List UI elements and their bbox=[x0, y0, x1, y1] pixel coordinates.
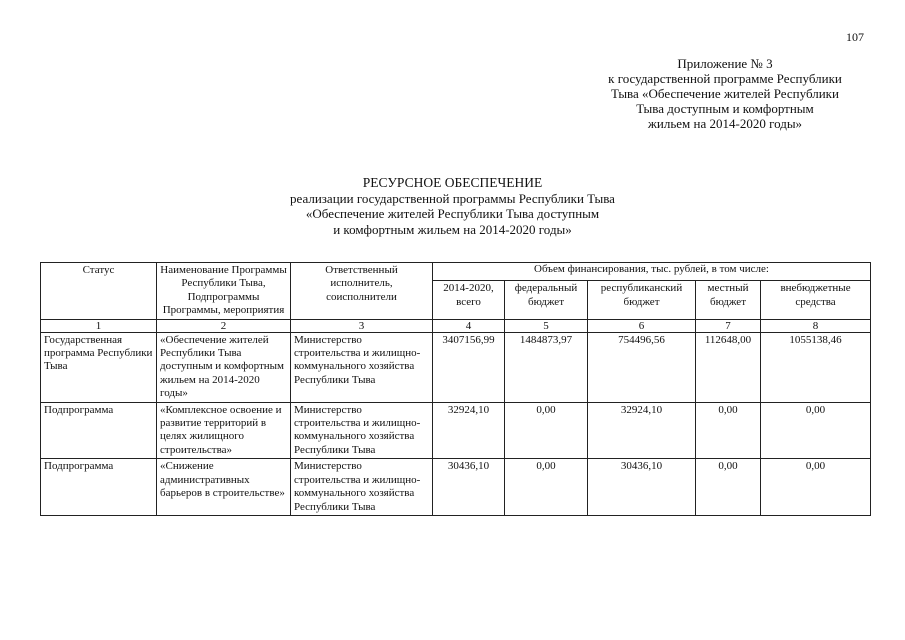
row-local: 0,00 bbox=[696, 459, 761, 516]
header-financing: Объем финансирования, тыс. рублей, в том числе: bbox=[433, 263, 871, 281]
row-local: 0,00 bbox=[696, 402, 761, 459]
row-federal: 1484873,97 bbox=[505, 332, 588, 402]
row-local: 112648,00 bbox=[696, 332, 761, 402]
column-number: 6 bbox=[588, 319, 696, 332]
column-number: 5 bbox=[505, 319, 588, 332]
appendix-note bbox=[540, 56, 905, 131]
header-local: местный бюджет bbox=[696, 281, 761, 319]
appendix-line: Приложение № 3 bbox=[677, 56, 773, 71]
title-line: реализации государственной программы Республики Тыва bbox=[290, 190, 615, 206]
page-number: 107 bbox=[846, 30, 864, 44]
column-number: 2 bbox=[157, 319, 291, 332]
appendix-line: к государственной программе Республики bbox=[608, 71, 842, 86]
row-name: «Комплексное освоение и развитие территорий в целях жилищного строительства» bbox=[157, 402, 291, 459]
header-row bbox=[41, 263, 871, 281]
header-responsible: Ответственный исполнитель, соисполнители bbox=[291, 263, 433, 320]
row-republic: 32924,10 bbox=[588, 402, 696, 459]
table-row bbox=[41, 459, 871, 516]
header-total: 2014-2020, всего bbox=[433, 281, 505, 319]
header-federal: федеральный бюджет bbox=[505, 281, 588, 319]
appendix-line: Тыва доступным и комфортным bbox=[636, 101, 814, 116]
title-line: «Обеспечение жителей Республики Тыва доступным bbox=[305, 206, 600, 221]
row-federal: 0,00 bbox=[505, 459, 588, 516]
row-status: Государственная программа Республики Тыва bbox=[41, 332, 157, 402]
column-number: 7 bbox=[696, 319, 761, 332]
row-status: Подпрограмма bbox=[41, 459, 157, 516]
row-total: 30436,10 bbox=[433, 459, 505, 516]
title-line: РЕСУРСНОЕ ОБЕСПЕЧЕНИЕ bbox=[362, 175, 543, 190]
row-republic: 754496,56 bbox=[588, 332, 696, 402]
header-status: Статус bbox=[41, 263, 157, 320]
appendix-line: жильем на 2014-2020 годы» bbox=[647, 116, 803, 131]
row-extra: 0,00 bbox=[761, 402, 871, 459]
row-name: «Снижение административных барьеров в строительстве» bbox=[157, 459, 291, 516]
row-responsible: Министерство строительства и жилищно-коммунального хозяйства Республики Тыва bbox=[291, 332, 433, 402]
header-extra: внебюджетные средства bbox=[761, 281, 871, 319]
column-number: 3 bbox=[291, 319, 433, 332]
appendix-line: Тыва «Обеспечение жителей Республики bbox=[611, 86, 839, 101]
header-name: Наименование Программы Республики Тыва, Подпрограммы Программы, мероприятия bbox=[157, 263, 291, 320]
row-total: 32924,10 bbox=[433, 402, 505, 459]
row-responsible: Министерство строительства и жилищно-коммунального хозяйства Республики Тыва bbox=[291, 402, 433, 459]
row-federal: 0,00 bbox=[505, 402, 588, 459]
title-line: и комфортным жильем на 2014-2020 годы» bbox=[333, 221, 572, 237]
column-number: 1 bbox=[41, 319, 157, 332]
row-republic: 30436,10 bbox=[588, 459, 696, 516]
table-row bbox=[41, 402, 871, 459]
column-number: 8 bbox=[761, 319, 871, 332]
column-number: 4 bbox=[433, 319, 505, 332]
row-responsible: Министерство строительства и жилищно-коммунального хозяйства Республики Тыва bbox=[291, 459, 433, 516]
header-republic: республиканский бюджет bbox=[588, 281, 696, 319]
row-name: «Обеспечение жителей Республики Тыва доступным и комфортным жильем на 2014-2020 годы» bbox=[157, 332, 291, 402]
resource-table bbox=[40, 262, 871, 516]
row-extra: 1055138,46 bbox=[761, 332, 871, 402]
table-row bbox=[41, 332, 871, 402]
document-title bbox=[200, 175, 705, 237]
column-number-row bbox=[41, 319, 871, 332]
row-total: 3407156,99 bbox=[433, 332, 505, 402]
row-status: Подпрограмма bbox=[41, 402, 157, 459]
row-extra: 0,00 bbox=[761, 459, 871, 516]
